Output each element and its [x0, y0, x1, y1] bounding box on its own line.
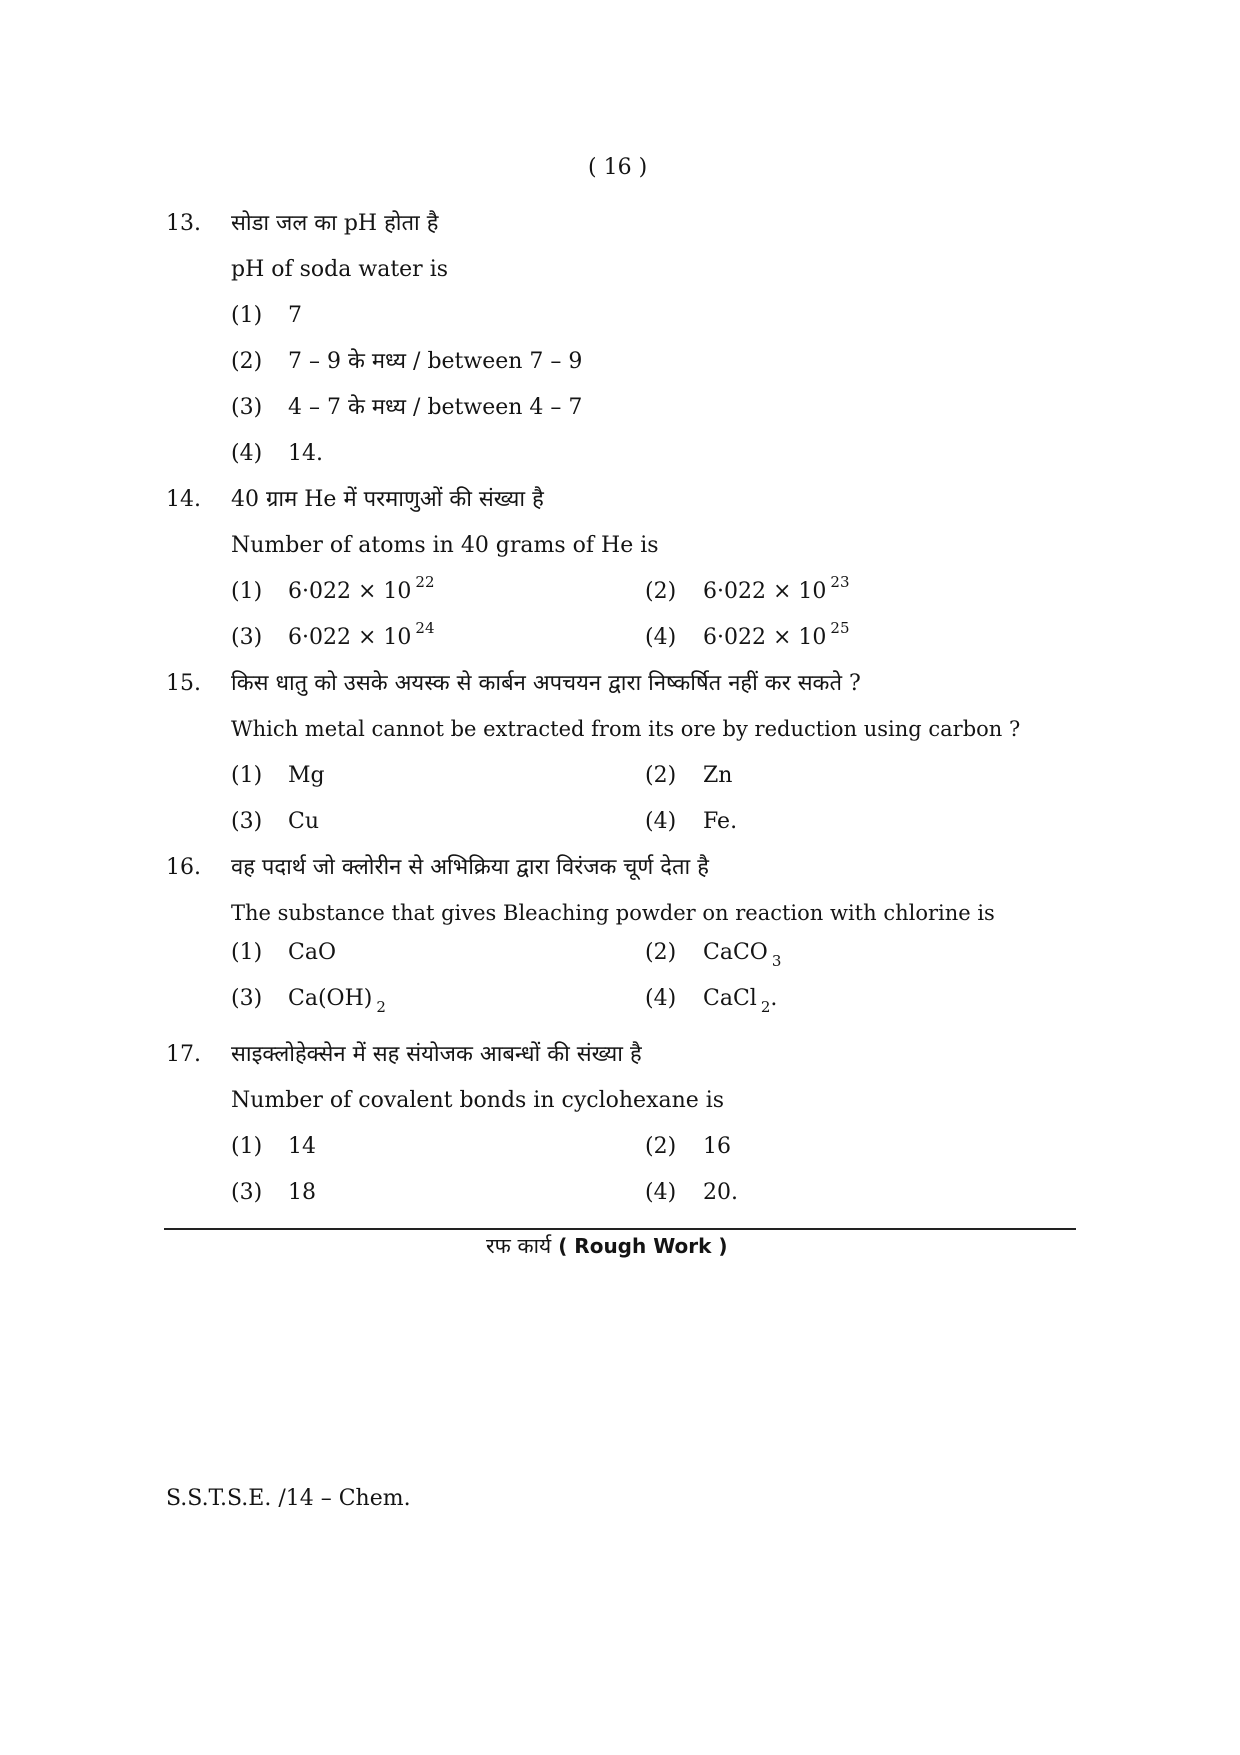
option-text: Cu — [288, 809, 320, 834]
question-hindi: वह पदार्थ जो क्लोरीन से अभिक्रिया द्वारा विरंजक चूर्ण देता है — [231, 855, 709, 880]
option-number: (3) — [231, 986, 263, 1011]
option-base: 6·022 × 10 — [288, 579, 412, 604]
option-text — [703, 619, 850, 650]
option-number: (1) — [231, 579, 263, 604]
option-number: (2) — [645, 579, 677, 604]
question-number: 13. — [166, 211, 201, 236]
option-number: (3) — [231, 1180, 263, 1205]
rough-work-hindi: रफ कार्य — [486, 1234, 552, 1258]
option-number: (4) — [645, 1180, 677, 1205]
question-hindi: साइक्लोहेक्सेन में सह संयोजक आबन्धों की संख्या है — [231, 1042, 642, 1067]
option-exponent: 25 — [830, 619, 850, 637]
option-subscript: 2 — [376, 998, 386, 1016]
option-subscript: 3 — [771, 952, 782, 970]
option-base: Ca(OH) — [288, 986, 373, 1011]
option-base: 6·022 × 10 — [703, 625, 827, 650]
question-number: 15. — [166, 671, 201, 696]
option-number: (1) — [231, 1134, 263, 1159]
option-base: 6·022 × 10 — [703, 579, 827, 604]
option-text: Zn — [703, 763, 733, 788]
option-number: (1) — [231, 940, 263, 965]
option-base: CaCO — [703, 940, 768, 965]
option-text: 4 – 7 के मध्य / between 4 – 7 — [288, 395, 583, 420]
question-number: 16. — [166, 855, 201, 880]
rough-work-english: ( Rough Work ) — [558, 1234, 728, 1258]
option-number: (2) — [645, 763, 677, 788]
option-number: (1) — [231, 303, 263, 328]
option-text: Fe. — [703, 809, 738, 834]
option-exponent: 22 — [415, 573, 435, 591]
question-english: Number of covalent bonds in cyclohexane is — [231, 1088, 725, 1113]
option-text: 20. — [703, 1180, 738, 1205]
footer-code: S.S.T.S.E. /14 – Chem. — [166, 1486, 411, 1511]
option-text: Mg — [288, 763, 325, 788]
rough-work-heading — [486, 1236, 728, 1258]
question-hindi: किस धातु को उसके अयस्क से कार्बन अपचयन द्वारा निष्कर्षित नहीं कर सकते ? — [231, 671, 861, 696]
option-number: (4) — [645, 809, 677, 834]
question-english: pH of soda water is — [231, 257, 449, 282]
option-tail: . — [770, 986, 778, 1011]
option-base: 6·022 × 10 — [288, 625, 412, 650]
option-subscript: 2 — [760, 998, 771, 1016]
question-hindi: सोडा जल का pH होता है — [231, 211, 439, 236]
option-exponent: 23 — [830, 573, 850, 591]
option-text: 14. — [288, 441, 323, 466]
page-number: ( 16 ) — [588, 155, 648, 180]
option-text — [703, 940, 782, 970]
option-number: (1) — [231, 763, 263, 788]
question-hindi: 40 ग्राम He में परमाणुओं की संख्या है — [231, 487, 544, 512]
option-number: (4) — [645, 986, 677, 1011]
divider-line — [164, 1228, 1076, 1230]
option-number: (2) — [645, 940, 677, 965]
option-number: (4) — [231, 441, 263, 466]
option-number: (3) — [231, 395, 263, 420]
option-exponent: 24 — [415, 619, 435, 637]
option-text — [703, 573, 850, 604]
option-base: CaCl — [703, 986, 757, 1011]
option-text: 7 – 9 के मध्य / between 7 – 9 — [288, 349, 583, 374]
option-text — [703, 986, 778, 1016]
question-number: 14. — [166, 487, 201, 512]
question-english: Which metal cannot be extracted from its ore by reduction using carbon ? — [231, 717, 1021, 741]
question-english: The substance that gives Bleaching powder on reaction with chlorine is — [231, 901, 995, 925]
question-number: 17. — [166, 1042, 201, 1067]
option-number: (3) — [231, 809, 263, 834]
option-text — [288, 573, 435, 604]
option-text: 16 — [703, 1134, 731, 1159]
option-number: (4) — [645, 625, 677, 650]
option-text — [288, 986, 386, 1016]
option-number: (2) — [231, 349, 263, 374]
option-text: 14 — [288, 1134, 316, 1159]
question-english: Number of atoms in 40 grams of He is — [231, 533, 659, 558]
option-text: 7 — [288, 303, 302, 328]
option-number: (2) — [645, 1134, 677, 1159]
option-number: (3) — [231, 625, 263, 650]
option-text — [288, 619, 435, 650]
option-text: 18 — [288, 1180, 316, 1205]
option-text: CaO — [288, 940, 336, 965]
